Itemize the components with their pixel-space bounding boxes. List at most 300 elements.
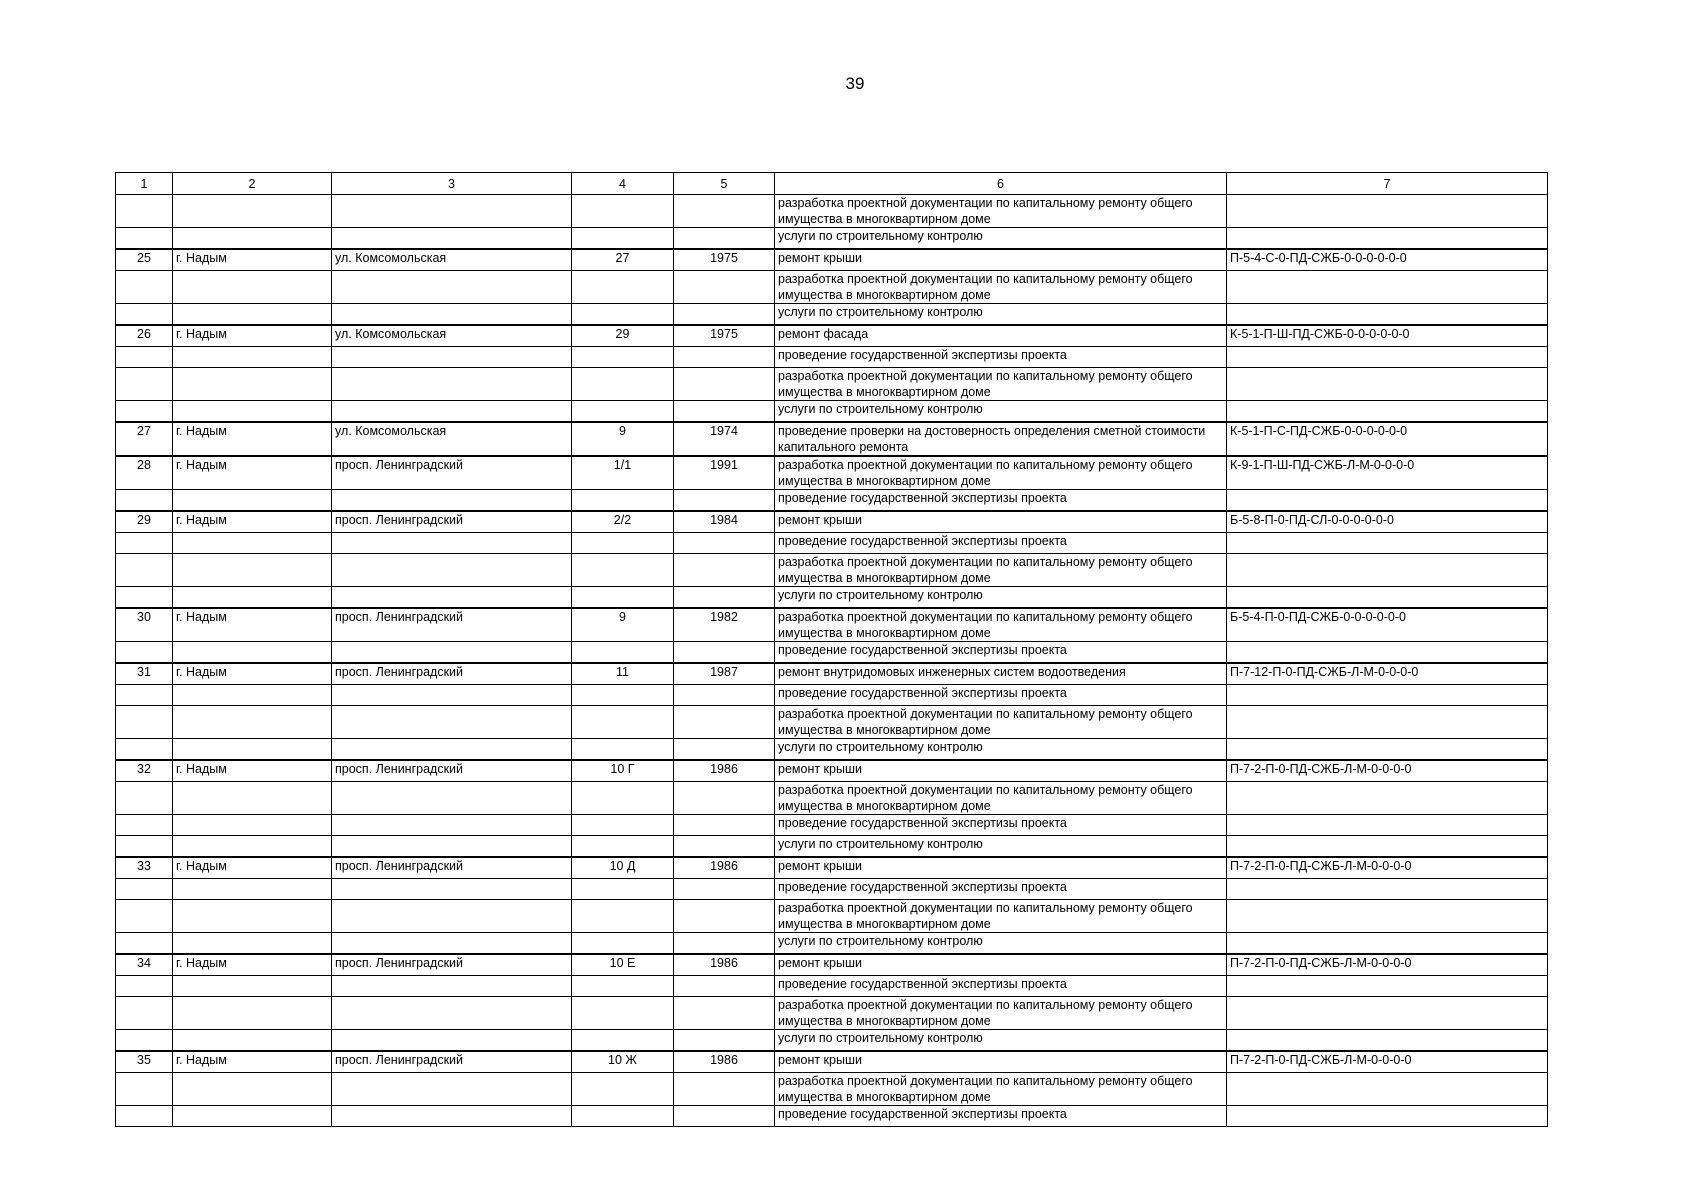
cell-work-type: проведение проверки на достоверность определения сметной стоимости капитального ремонта	[775, 422, 1227, 456]
table-row	[116, 587, 1548, 609]
cell-street	[332, 879, 572, 900]
cell-street: ул. Комсомольская	[332, 422, 572, 456]
cell-street	[332, 1106, 572, 1127]
cell-city: г. Надым	[173, 1051, 332, 1073]
cell-work-type: услуги по строительному контролю	[775, 401, 1227, 423]
cell-work-type: проведение государственной экспертизы проекта	[775, 879, 1227, 900]
cell-building-code: К-5-1-П-С-ПД-СЖБ-0-0-0-0-0-0	[1227, 422, 1548, 456]
cell-city	[173, 782, 332, 815]
cell-row-number	[116, 1030, 173, 1052]
cell-build-year	[674, 533, 775, 554]
cell-build-year: 1987	[674, 663, 775, 685]
cell-city	[173, 271, 332, 304]
cell-build-year: 1975	[674, 325, 775, 347]
cell-row-number: 30	[116, 608, 173, 642]
cell-row-number	[116, 706, 173, 739]
cell-work-type: разработка проектной документации по капитальному ремонту общего имущества в многоквартирном доме	[775, 900, 1227, 933]
cell-building-code	[1227, 933, 1548, 955]
cell-work-type: проведение государственной экспертизы проекта	[775, 976, 1227, 997]
repair-program-table	[115, 172, 1548, 1127]
cell-street: просп. Ленинградский	[332, 608, 572, 642]
cell-street	[332, 900, 572, 933]
table-row	[116, 836, 1548, 858]
table-row	[116, 228, 1548, 250]
cell-building-code	[1227, 642, 1548, 664]
cell-row-number: 29	[116, 511, 173, 533]
column-number-row	[116, 173, 1548, 195]
cell-house-number	[572, 900, 674, 933]
cell-street	[332, 228, 572, 250]
table-row	[116, 782, 1548, 815]
cell-build-year	[674, 195, 775, 228]
cell-street	[332, 1073, 572, 1106]
cell-city	[173, 739, 332, 761]
cell-street	[332, 401, 572, 423]
cell-building-code	[1227, 976, 1548, 997]
cell-row-number	[116, 976, 173, 997]
cell-city	[173, 836, 332, 858]
cell-building-code: К-9-1-П-Ш-ПД-СЖБ-Л-М-0-0-0-0	[1227, 456, 1548, 490]
column-header-4: 4	[572, 173, 674, 195]
cell-building-code	[1227, 1030, 1548, 1052]
cell-work-type: разработка проектной документации по капитальному ремонту общего имущества в многоквартирном доме	[775, 706, 1227, 739]
cell-city	[173, 815, 332, 836]
cell-house-number	[572, 304, 674, 326]
cell-city	[173, 1106, 332, 1127]
cell-work-type: ремонт внутридомовых инженерных систем водоотведения	[775, 663, 1227, 685]
cell-building-code	[1227, 195, 1548, 228]
cell-street	[332, 642, 572, 664]
table-row	[116, 997, 1548, 1030]
cell-building-code: Б-5-4-П-0-ПД-СЖБ-0-0-0-0-0-0	[1227, 608, 1548, 642]
column-header-1: 1	[116, 173, 173, 195]
cell-street: просп. Ленинградский	[332, 663, 572, 685]
cell-city	[173, 401, 332, 423]
cell-street	[332, 706, 572, 739]
cell-building-code: П-5-4-С-0-ПД-СЖБ-0-0-0-0-0-0	[1227, 249, 1548, 271]
cell-build-year	[674, 933, 775, 955]
cell-house-number	[572, 368, 674, 401]
cell-build-year: 1982	[674, 608, 775, 642]
cell-building-code	[1227, 997, 1548, 1030]
cell-house-number: 29	[572, 325, 674, 347]
column-header-6: 6	[775, 173, 1227, 195]
cell-row-number	[116, 642, 173, 664]
cell-building-code	[1227, 271, 1548, 304]
cell-work-type: проведение государственной экспертизы проекта	[775, 685, 1227, 706]
cell-house-number: 1/1	[572, 456, 674, 490]
cell-row-number: 32	[116, 760, 173, 782]
cell-build-year: 1986	[674, 760, 775, 782]
cell-street	[332, 304, 572, 326]
table-row	[116, 533, 1548, 554]
cell-row-number	[116, 685, 173, 706]
column-header-2: 2	[173, 173, 332, 195]
cell-build-year	[674, 368, 775, 401]
cell-work-type: ремонт фасада	[775, 325, 1227, 347]
cell-house-number	[572, 195, 674, 228]
cell-work-type: разработка проектной документации по капитальному ремонту общего имущества в многоквартирном доме	[775, 608, 1227, 642]
cell-city: г. Надым	[173, 857, 332, 879]
table-row	[116, 1030, 1548, 1052]
cell-work-type: разработка проектной документации по капитальному ремонту общего имущества в многоквартирном доме	[775, 554, 1227, 587]
cell-row-number	[116, 997, 173, 1030]
cell-house-number	[572, 587, 674, 609]
cell-house-number: 27	[572, 249, 674, 271]
cell-row-number	[116, 933, 173, 955]
cell-building-code	[1227, 533, 1548, 554]
cell-city: г. Надым	[173, 325, 332, 347]
cell-building-code	[1227, 739, 1548, 761]
cell-build-year	[674, 782, 775, 815]
cell-row-number	[116, 490, 173, 512]
cell-city	[173, 533, 332, 554]
cell-house-number: 9	[572, 608, 674, 642]
cell-city: г. Надым	[173, 760, 332, 782]
cell-build-year	[674, 879, 775, 900]
cell-house-number	[572, 836, 674, 858]
cell-street: просп. Ленинградский	[332, 1051, 572, 1073]
page-number: 39	[845, 74, 865, 93]
table-row	[116, 325, 1548, 347]
cell-street	[332, 347, 572, 368]
cell-building-code	[1227, 228, 1548, 250]
table-row	[116, 368, 1548, 401]
table-row	[116, 608, 1548, 642]
cell-street	[332, 976, 572, 997]
cell-street	[332, 271, 572, 304]
table-row	[116, 249, 1548, 271]
cell-house-number	[572, 782, 674, 815]
table-row	[116, 511, 1548, 533]
cell-house-number	[572, 533, 674, 554]
cell-build-year: 1991	[674, 456, 775, 490]
cell-work-type: ремонт крыши	[775, 511, 1227, 533]
table-row	[116, 1106, 1548, 1127]
cell-city	[173, 642, 332, 664]
cell-work-type: услуги по строительному контролю	[775, 304, 1227, 326]
table-body	[116, 195, 1548, 1127]
cell-row-number: 26	[116, 325, 173, 347]
cell-work-type: проведение государственной экспертизы проекта	[775, 1106, 1227, 1127]
cell-build-year	[674, 706, 775, 739]
cell-building-code	[1227, 900, 1548, 933]
cell-work-type: разработка проектной документации по капитальному ремонту общего имущества в многоквартирном доме	[775, 456, 1227, 490]
cell-row-number	[116, 347, 173, 368]
cell-row-number: 31	[116, 663, 173, 685]
cell-street	[332, 554, 572, 587]
cell-work-type: разработка проектной документации по капитальному ремонту общего имущества в многоквартирном доме	[775, 1073, 1227, 1106]
cell-city: г. Надым	[173, 249, 332, 271]
cell-building-code	[1227, 554, 1548, 587]
table-row	[116, 954, 1548, 976]
cell-house-number	[572, 642, 674, 664]
cell-building-code	[1227, 1106, 1548, 1127]
cell-row-number	[116, 368, 173, 401]
cell-house-number	[572, 976, 674, 997]
table-row	[116, 815, 1548, 836]
table-row	[116, 706, 1548, 739]
cell-row-number: 34	[116, 954, 173, 976]
cell-work-type: проведение государственной экспертизы проекта	[775, 815, 1227, 836]
cell-row-number	[116, 533, 173, 554]
table-row	[116, 857, 1548, 879]
cell-build-year	[674, 490, 775, 512]
cell-street: ул. Комсомольская	[332, 249, 572, 271]
table-row	[116, 401, 1548, 423]
cell-city	[173, 347, 332, 368]
cell-street: просп. Ленинградский	[332, 511, 572, 533]
cell-city	[173, 1073, 332, 1106]
cell-build-year	[674, 685, 775, 706]
cell-street	[332, 782, 572, 815]
table-row	[116, 663, 1548, 685]
cell-row-number	[116, 879, 173, 900]
cell-work-type: ремонт крыши	[775, 857, 1227, 879]
cell-house-number	[572, 228, 674, 250]
cell-city	[173, 976, 332, 997]
cell-building-code	[1227, 879, 1548, 900]
cell-building-code	[1227, 304, 1548, 326]
cell-street	[332, 587, 572, 609]
cell-row-number	[116, 401, 173, 423]
cell-row-number	[116, 195, 173, 228]
cell-street: просп. Ленинградский	[332, 456, 572, 490]
cell-build-year	[674, 739, 775, 761]
cell-building-code: П-7-2-П-0-ПД-СЖБ-Л-М-0-0-0-0	[1227, 857, 1548, 879]
table-row	[116, 685, 1548, 706]
cell-build-year	[674, 836, 775, 858]
cell-work-type: услуги по строительному контролю	[775, 836, 1227, 858]
cell-build-year	[674, 347, 775, 368]
cell-street: просп. Ленинградский	[332, 857, 572, 879]
table-row	[116, 900, 1548, 933]
cell-work-type: разработка проектной документации по капитальному ремонту общего имущества в многоквартирном доме	[775, 195, 1227, 228]
cell-building-code	[1227, 836, 1548, 858]
cell-build-year	[674, 401, 775, 423]
cell-street	[332, 195, 572, 228]
cell-city	[173, 554, 332, 587]
cell-building-code: К-5-1-П-Ш-ПД-СЖБ-0-0-0-0-0-0	[1227, 325, 1548, 347]
cell-row-number	[116, 782, 173, 815]
cell-build-year: 1975	[674, 249, 775, 271]
cell-build-year	[674, 1106, 775, 1127]
cell-house-number: 2/2	[572, 511, 674, 533]
table-row	[116, 642, 1548, 664]
cell-build-year	[674, 976, 775, 997]
cell-house-number	[572, 997, 674, 1030]
cell-work-type: проведение государственной экспертизы проекта	[775, 490, 1227, 512]
cell-build-year	[674, 900, 775, 933]
cell-row-number	[116, 739, 173, 761]
cell-street	[332, 685, 572, 706]
cell-build-year	[674, 271, 775, 304]
cell-row-number	[116, 815, 173, 836]
cell-building-code	[1227, 587, 1548, 609]
cell-row-number: 25	[116, 249, 173, 271]
cell-work-type: ремонт крыши	[775, 760, 1227, 782]
cell-build-year: 1984	[674, 511, 775, 533]
cell-building-code	[1227, 782, 1548, 815]
cell-row-number: 28	[116, 456, 173, 490]
table-row	[116, 271, 1548, 304]
cell-city	[173, 228, 332, 250]
table-row	[116, 879, 1548, 900]
table-row	[116, 456, 1548, 490]
cell-city	[173, 933, 332, 955]
cell-building-code: Б-5-8-П-0-ПД-СЛ-0-0-0-0-0-0	[1227, 511, 1548, 533]
cell-city: г. Надым	[173, 511, 332, 533]
cell-house-number	[572, 706, 674, 739]
cell-build-year	[674, 554, 775, 587]
cell-city	[173, 900, 332, 933]
cell-row-number: 27	[116, 422, 173, 456]
cell-build-year	[674, 815, 775, 836]
cell-city	[173, 1030, 332, 1052]
cell-work-type: проведение государственной экспертизы проекта	[775, 347, 1227, 368]
cell-building-code: П-7-12-П-0-ПД-СЖБ-Л-М-0-0-0-0	[1227, 663, 1548, 685]
cell-city	[173, 304, 332, 326]
table-row	[116, 347, 1548, 368]
cell-row-number	[116, 1073, 173, 1106]
cell-build-year	[674, 642, 775, 664]
cell-street	[332, 997, 572, 1030]
cell-build-year	[674, 1073, 775, 1106]
cell-street	[332, 933, 572, 955]
cell-city	[173, 490, 332, 512]
cell-row-number: 35	[116, 1051, 173, 1073]
cell-building-code: П-7-2-П-0-ПД-СЖБ-Л-М-0-0-0-0	[1227, 1051, 1548, 1073]
cell-street	[332, 815, 572, 836]
cell-house-number	[572, 815, 674, 836]
cell-work-type: разработка проектной документации по капитальному ремонту общего имущества в многоквартирном доме	[775, 997, 1227, 1030]
cell-work-type: услуги по строительному контролю	[775, 587, 1227, 609]
cell-build-year	[674, 997, 775, 1030]
cell-street	[332, 1030, 572, 1052]
cell-city: г. Надым	[173, 456, 332, 490]
cell-building-code	[1227, 347, 1548, 368]
cell-work-type: проведение государственной экспертизы проекта	[775, 533, 1227, 554]
table-row	[116, 195, 1548, 228]
cell-house-number	[572, 685, 674, 706]
column-header-3: 3	[332, 173, 572, 195]
cell-city	[173, 685, 332, 706]
cell-work-type: услуги по строительному контролю	[775, 228, 1227, 250]
cell-build-year	[674, 228, 775, 250]
table-row	[116, 933, 1548, 955]
cell-building-code	[1227, 368, 1548, 401]
cell-row-number	[116, 271, 173, 304]
cell-building-code	[1227, 815, 1548, 836]
cell-city: г. Надым	[173, 608, 332, 642]
cell-house-number: 10 Д	[572, 857, 674, 879]
table-row	[116, 1051, 1548, 1073]
cell-build-year	[674, 304, 775, 326]
cell-city: г. Надым	[173, 422, 332, 456]
cell-building-code	[1227, 685, 1548, 706]
cell-city	[173, 368, 332, 401]
cell-building-code	[1227, 706, 1548, 739]
cell-house-number	[572, 739, 674, 761]
cell-street	[332, 533, 572, 554]
cell-build-year: 1986	[674, 857, 775, 879]
cell-street	[332, 490, 572, 512]
cell-city: г. Надым	[173, 954, 332, 976]
cell-work-type: ремонт крыши	[775, 249, 1227, 271]
cell-building-code: П-7-2-П-0-ПД-СЖБ-Л-М-0-0-0-0	[1227, 760, 1548, 782]
cell-house-number: 9	[572, 422, 674, 456]
cell-house-number: 11	[572, 663, 674, 685]
cell-build-year	[674, 1030, 775, 1052]
cell-city	[173, 706, 332, 739]
cell-house-number	[572, 1106, 674, 1127]
cell-work-type: проведение государственной экспертизы проекта	[775, 642, 1227, 664]
cell-city	[173, 587, 332, 609]
table-row	[116, 422, 1548, 456]
cell-house-number	[572, 554, 674, 587]
table-row	[116, 304, 1548, 326]
cell-building-code	[1227, 490, 1548, 512]
table-row	[116, 554, 1548, 587]
cell-row-number	[116, 836, 173, 858]
cell-row-number	[116, 587, 173, 609]
cell-street: просп. Ленинградский	[332, 954, 572, 976]
column-header-5: 5	[674, 173, 775, 195]
cell-street	[332, 739, 572, 761]
cell-work-type: услуги по строительному контролю	[775, 933, 1227, 955]
cell-building-code: П-7-2-П-0-ПД-СЖБ-Л-М-0-0-0-0	[1227, 954, 1548, 976]
cell-building-code	[1227, 401, 1548, 423]
cell-house-number: 10 Ж	[572, 1051, 674, 1073]
cell-build-year: 1986	[674, 1051, 775, 1073]
table-row	[116, 1073, 1548, 1106]
cell-row-number	[116, 900, 173, 933]
cell-city: г. Надым	[173, 663, 332, 685]
table-row	[116, 976, 1548, 997]
cell-row-number	[116, 1106, 173, 1127]
table-header	[116, 173, 1548, 195]
cell-row-number: 33	[116, 857, 173, 879]
cell-building-code	[1227, 1073, 1548, 1106]
cell-house-number	[572, 490, 674, 512]
cell-work-type: услуги по строительному контролю	[775, 739, 1227, 761]
cell-work-type: услуги по строительному контролю	[775, 1030, 1227, 1052]
cell-row-number	[116, 228, 173, 250]
cell-work-type: разработка проектной документации по капитальному ремонту общего имущества в многоквартирном доме	[775, 271, 1227, 304]
cell-work-type: разработка проектной документации по капитальному ремонту общего имущества в многоквартирном доме	[775, 782, 1227, 815]
cell-build-year	[674, 587, 775, 609]
cell-build-year: 1974	[674, 422, 775, 456]
cell-street: просп. Ленинградский	[332, 760, 572, 782]
cell-work-type: разработка проектной документации по капитальному ремонту общего имущества в многоквартирном доме	[775, 368, 1227, 401]
cell-street	[332, 836, 572, 858]
cell-city	[173, 879, 332, 900]
cell-house-number	[572, 1030, 674, 1052]
cell-house-number: 10 Е	[572, 954, 674, 976]
table-row	[116, 760, 1548, 782]
cell-work-type: ремонт крыши	[775, 954, 1227, 976]
cell-work-type: ремонт крыши	[775, 1051, 1227, 1073]
cell-build-year: 1986	[674, 954, 775, 976]
cell-city	[173, 997, 332, 1030]
cell-house-number	[572, 347, 674, 368]
cell-house-number	[572, 401, 674, 423]
table-row	[116, 739, 1548, 761]
table-row	[116, 490, 1548, 512]
cell-house-number	[572, 271, 674, 304]
cell-row-number	[116, 304, 173, 326]
cell-house-number	[572, 879, 674, 900]
